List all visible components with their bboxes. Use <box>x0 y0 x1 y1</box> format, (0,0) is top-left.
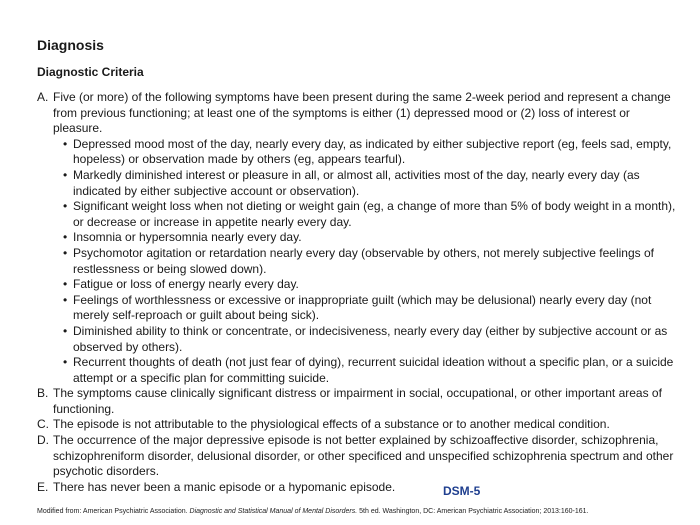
list-item: • Diminished ability to think or concentrate, or indecisiveness, nearly every day (either by subjective account or as observed by others). <box>63 324 677 355</box>
list-item: • Recurrent thoughts of death (not just fear of dying), recurrent suicidal ideation without a specific plan, or a suicide attempt or a specific plan for committing suicide. <box>63 355 677 386</box>
list-item: • Feelings of worthlessness or excessive or inappropriate guilt (which may be delusional) nearly every day (not merely self-reproach or guilt about being sick). <box>63 293 677 324</box>
criterion-text: There has never been a manic episode or a hypomanic episode. <box>53 479 396 494</box>
criterion-label: E. <box>37 479 49 494</box>
criterion-c <box>37 417 677 433</box>
criterion-label: A. <box>37 90 49 104</box>
criterion-text: Five (or more) of the following symptoms have been present during the same 2-week period and represent a change from previous functioning; at least one of the symptoms is either (1) depressed mood or (2) loss of interest or pleasure. <box>53 90 671 136</box>
dsm5-badge: DSM-5 <box>443 484 481 498</box>
list-item: • Markedly diminished interest or pleasure in all, or almost all, activities most of the day, nearly every day (as indicated by either subjective account or observation). <box>63 168 677 199</box>
criterion-d <box>37 433 677 480</box>
section-subheading: Diagnostic Criteria <box>37 65 144 79</box>
criterion-b <box>37 386 677 417</box>
criterion-label: B. <box>37 386 49 401</box>
criterion-e <box>37 480 677 496</box>
footnote-citation <box>37 508 588 515</box>
list-item: • Insomnia or hypersomnia nearly every day. <box>63 230 677 246</box>
criterion-a <box>37 90 677 386</box>
list-item: • Significant weight loss when not dieting or weight gain (eg, a change of more than 5% of body weight in a month), or decrease or increase in appetite nearly every day. <box>63 199 677 230</box>
criterion-text: The episode is not attributable to the physiological effects of a substance or to another medical condition. <box>53 417 610 432</box>
criterion-label: D. <box>37 433 49 448</box>
list-item: • Depressed mood most of the day, nearly every day, as indicated by either subjective report (eg, feels sad, empty, hopeless) or observation made by others (eg, appears tearful). <box>63 137 677 168</box>
list-item: • Psychomotor agitation or retardation nearly every day (observable by others, not merely subjective feelings of restlessness or being slowed down). <box>63 246 677 277</box>
criterion-text: The occurrence of the major depressive episode is not better explained by schizoaffective disorder, schizophrenia, schizophreniform disorder, delusional disorder, or other specificed and unspecified schizophrenia spectrum and other psychotic disorders. <box>53 433 674 479</box>
footnote-prefix: Modified from: American Psychiatric Association. <box>37 508 190 515</box>
symptom-list <box>53 137 677 387</box>
page-heading: Diagnosis <box>37 37 104 53</box>
list-item: • Fatigue or loss of energy nearly every day. <box>63 277 677 293</box>
footnote-book-title: Diagnostic and Statistical Manual of Mental Disorders. <box>189 508 358 515</box>
footnote-suffix: 5th ed. Washington, DC: American Psychiatric Association; 2013:160-161. <box>357 508 589 515</box>
criteria-list <box>37 90 677 495</box>
criterion-text: The symptoms cause clinically significant distress or impairment in social, occupational, or other important areas of functioning. <box>53 386 662 416</box>
criterion-label: C. <box>37 417 49 432</box>
